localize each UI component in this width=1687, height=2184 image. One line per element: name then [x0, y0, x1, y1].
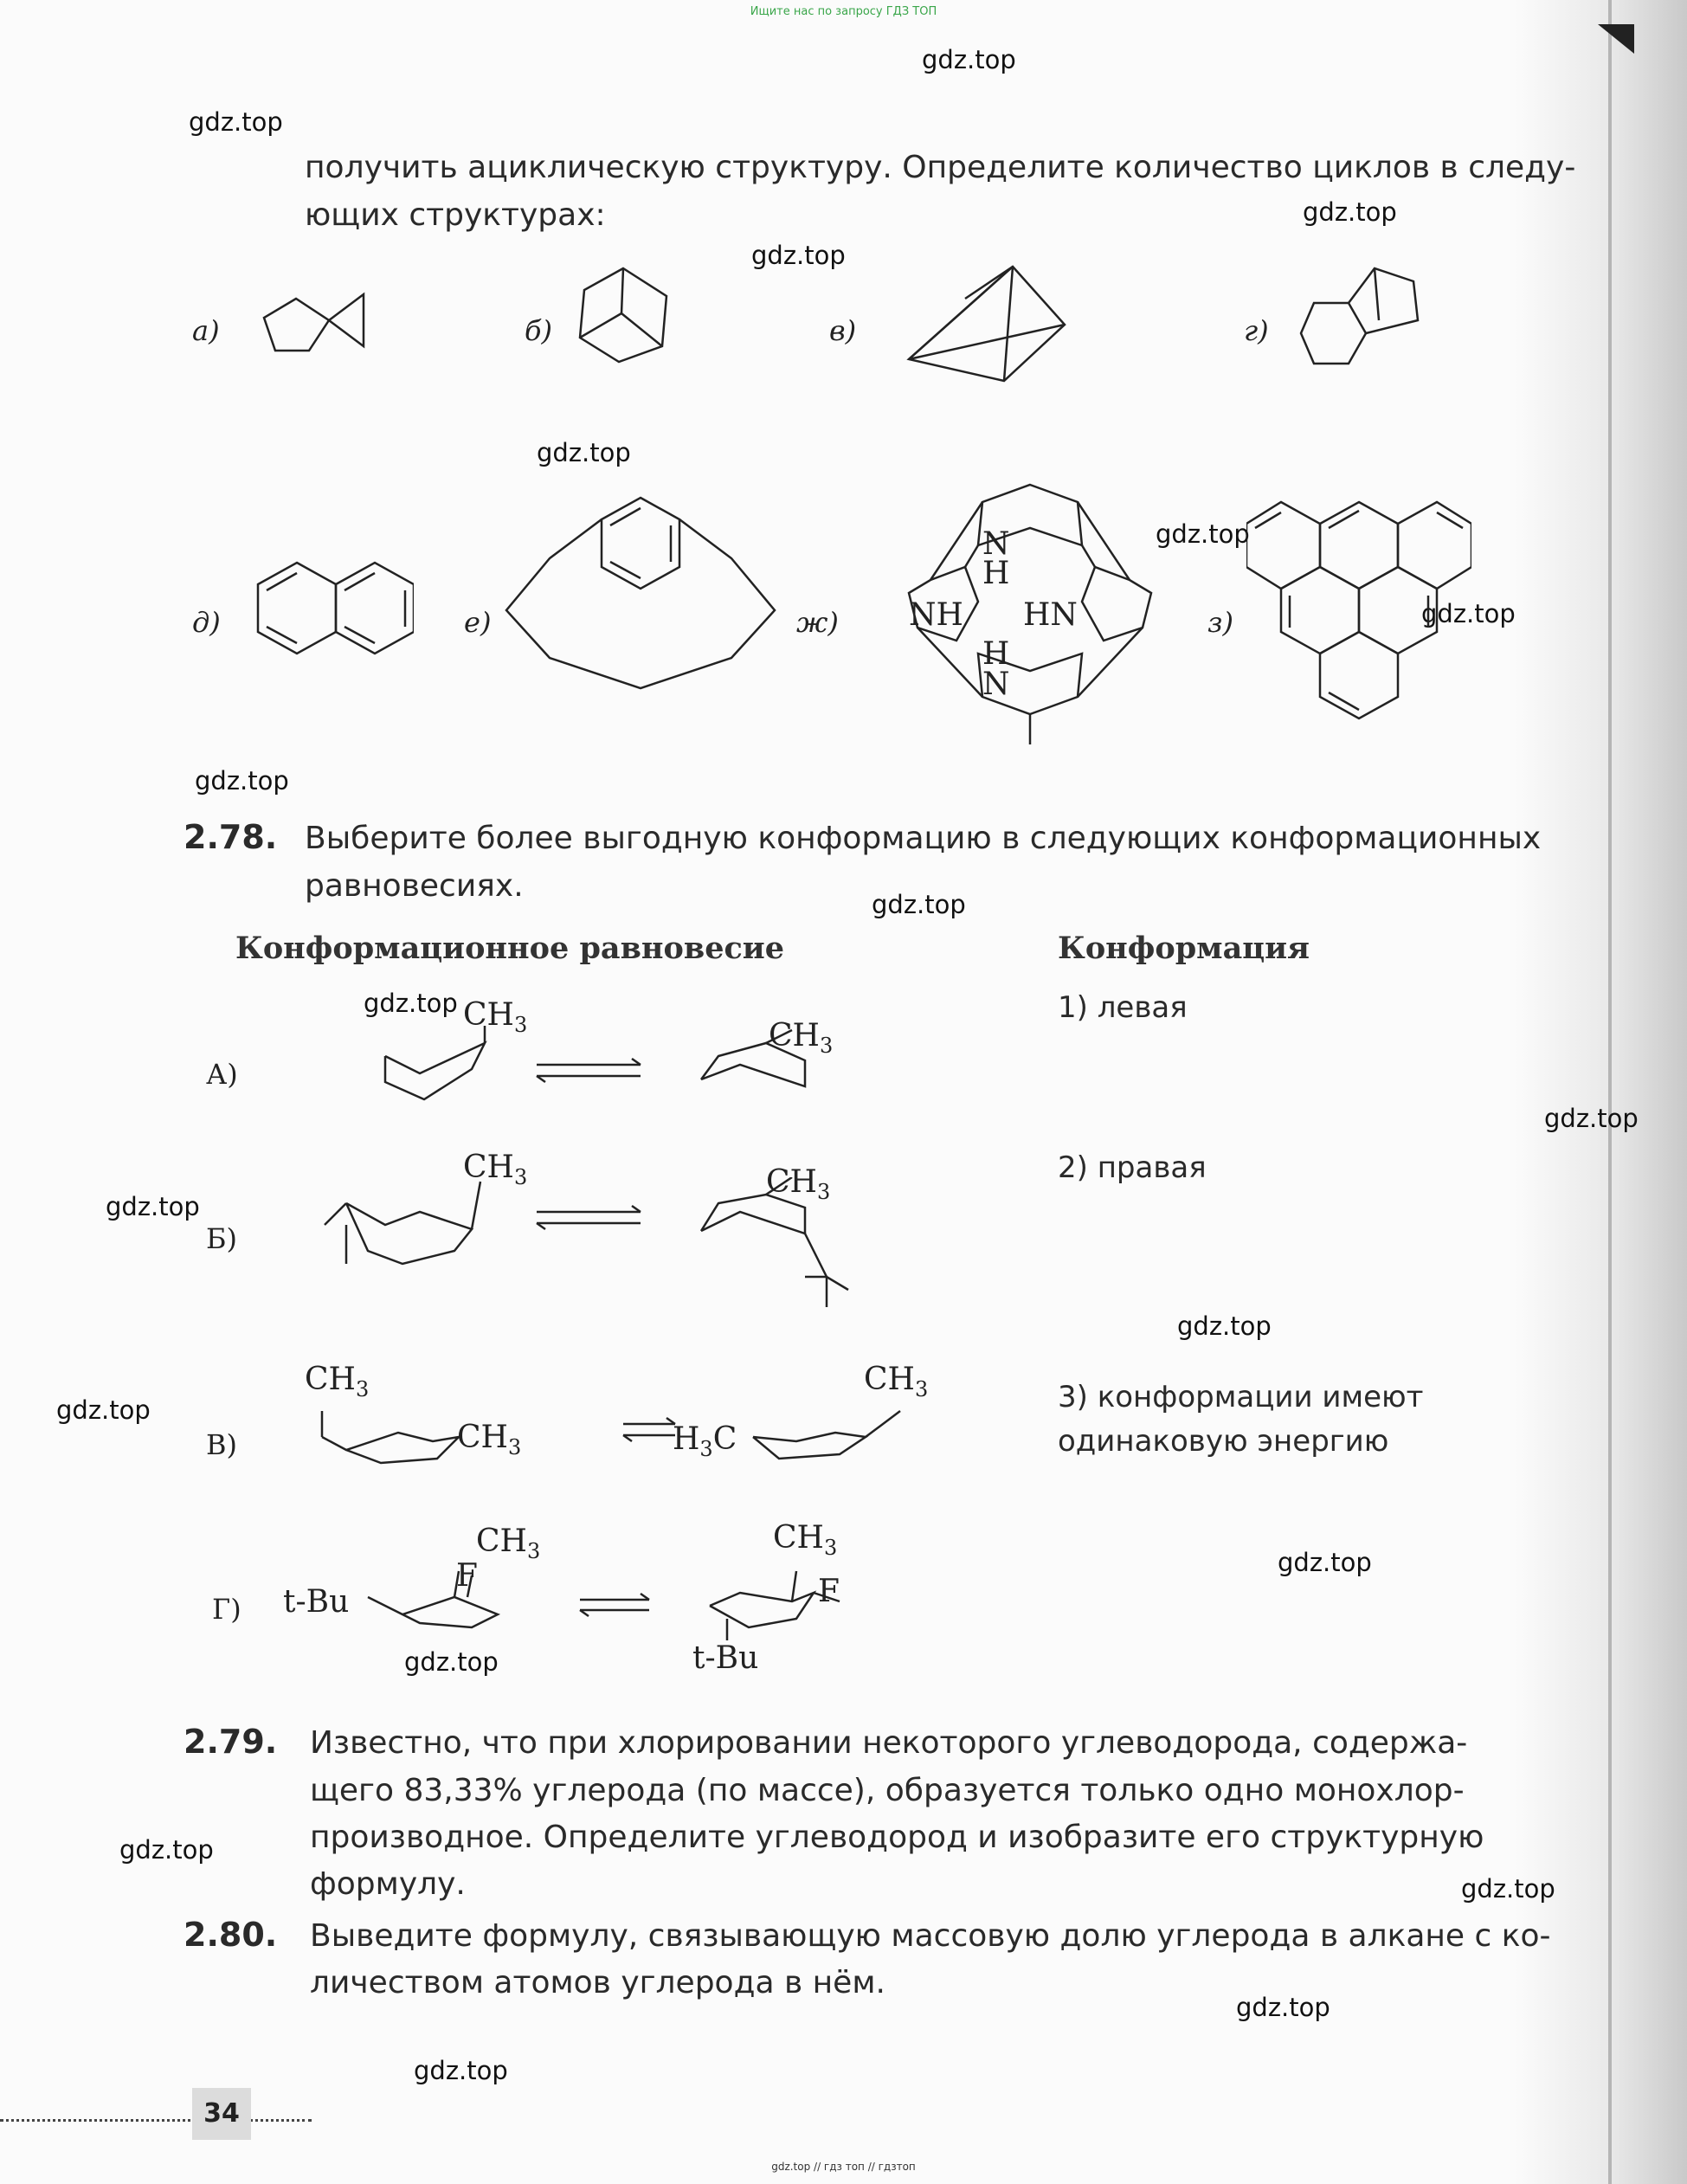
porphyrin-h-top: H: [982, 556, 1010, 591]
ch3-label: $CH_3$: [457, 1420, 522, 1460]
watermark: gdz.top: [56, 1395, 151, 1425]
equilibrium-b-drawing: [299, 1177, 887, 1316]
watermark: gdz.top: [1177, 1311, 1272, 1341]
porphyrin-hn-right: HN: [1023, 597, 1078, 633]
intro-line: ющих структурах:: [305, 197, 606, 233]
cyclophane-structure: [498, 489, 783, 723]
f-label: F: [818, 1574, 840, 1609]
page-spine-edge: [1608, 0, 1612, 2184]
bicyclic-structure: [571, 260, 679, 368]
task-text-line: Известно, что при хлорировании некоторого углеводорода, содержа-: [310, 1725, 1468, 1761]
tbu-label: t-Bu: [692, 1640, 759, 1676]
structure-label-z: з): [1207, 606, 1233, 639]
column-header-conformation: Конформация: [1058, 931, 1310, 966]
structure-label-b: б): [525, 314, 553, 347]
f-label: F: [456, 1558, 478, 1594]
intro-line: получить ациклическую структуру. Определите количество циклов в следу-: [305, 150, 1576, 185]
ch3-label: $CH_3$: [476, 1524, 541, 1564]
ch3-label: $CH_3$: [305, 1362, 370, 1402]
watermark: gdz.top: [537, 438, 631, 467]
task-text-line: Выведите формулу, связывающую массовую долю углерода в алкане с ко-: [310, 1918, 1551, 1954]
porphyrin-h-bottom: H: [982, 636, 1010, 672]
ch3-label: $CH_3$: [864, 1362, 929, 1402]
page-number: 34: [192, 2088, 251, 2140]
watermark: gdz.top: [106, 1192, 200, 1221]
page-corner-mark: [1598, 24, 1634, 54]
row-label-a: А): [206, 1058, 238, 1091]
row-label-g: Г): [212, 1593, 241, 1626]
porphyrin-nh-left: NH: [909, 597, 963, 633]
spiro-structure: [247, 273, 372, 368]
porphyrin-n-bottom: N: [982, 667, 1010, 702]
ch3-label: $CH_3$: [773, 1520, 838, 1561]
ch3-label: $CH_3$: [769, 1018, 834, 1059]
watermark: gdz.top: [1544, 1104, 1639, 1133]
watermark: gdz.top: [364, 989, 458, 1018]
watermark: gdz.top: [1461, 1874, 1555, 1904]
option-3-continued: одинаковую энергию: [1058, 1424, 1389, 1459]
ch3-label: $CH_3$: [463, 997, 528, 1038]
option-2: 2) правая: [1058, 1150, 1207, 1185]
watermark: gdz.top: [872, 890, 966, 919]
task-text-line: Выберите более выгодную конформацию в следующих конформационных: [305, 821, 1542, 856]
watermark: gdz.top: [1421, 599, 1516, 628]
watermark: gdz.top: [1236, 1993, 1330, 2022]
task-text-line: щего 83,33% углерода (по массе), образуется только одно монохлор-: [310, 1773, 1465, 1808]
bridged-structure: [1297, 255, 1426, 377]
structure-label-zh: ж): [796, 606, 839, 639]
option-3: 3) конформации имеют: [1058, 1380, 1424, 1414]
task-text-line: формулу.: [310, 1866, 466, 1902]
row-label-v: В): [206, 1428, 237, 1461]
structure-label-g: г): [1244, 314, 1269, 347]
watermark: gdz.top: [119, 1835, 214, 1865]
watermark: gdz.top: [751, 241, 846, 270]
structure-label-d: д): [192, 606, 221, 639]
row-label-b: Б): [206, 1222, 237, 1255]
structure-label-v: в): [829, 314, 857, 347]
watermark: gdz.top: [1278, 1548, 1372, 1577]
watermark: gdz.top: [414, 2056, 508, 2085]
structure-label-a: а): [192, 314, 220, 347]
column-header-equilibrium: Конформационное равновесие: [235, 931, 785, 966]
watermark: gdz.top: [404, 1647, 499, 1677]
watermark: gdz.top: [1156, 519, 1250, 549]
ch3-label: $CH_3$: [463, 1150, 528, 1190]
option-1: 1) левая: [1058, 990, 1188, 1025]
equilibrium-a-drawing: [372, 1026, 892, 1108]
ch3-label: $CH_3$: [766, 1164, 831, 1205]
watermark: gdz.top: [1303, 197, 1397, 227]
page-spine-shadow: [1515, 0, 1687, 2184]
h3c-label: $H_3C$: [673, 1421, 737, 1462]
bottom-note: gdz.top // гдз топ // гдзтоп: [771, 2161, 916, 2173]
watermark: gdz.top: [189, 107, 283, 137]
task-text-line: личеством атомов углерода в нём.: [310, 1965, 885, 2000]
equilibrium-g-drawing: [359, 1558, 922, 1653]
top-search-note: Ищите нас по запросу ГДЗ ТОП: [750, 5, 937, 18]
watermark: gdz.top: [195, 766, 289, 796]
task-number: 2.80.: [184, 1916, 278, 1954]
tbu-label: t-Bu: [283, 1584, 350, 1620]
task-text-line: равновесиях.: [305, 868, 524, 904]
watermark: gdz.top: [922, 45, 1016, 74]
task-text-line: производное. Определите углеводород и изобразите его структурную: [310, 1820, 1484, 1855]
task-number: 2.78.: [184, 818, 278, 856]
cage-structure: [900, 260, 1073, 390]
coronene-structure: [1246, 493, 1471, 744]
footer-dotted-line: [0, 2119, 312, 2122]
porphyrin-n-top: N: [982, 526, 1010, 562]
equilibrium-v-drawing: [312, 1402, 935, 1472]
task-number: 2.79.: [184, 1723, 278, 1761]
structure-label-e: е): [464, 606, 492, 639]
naphthalene-structure: [241, 554, 414, 675]
